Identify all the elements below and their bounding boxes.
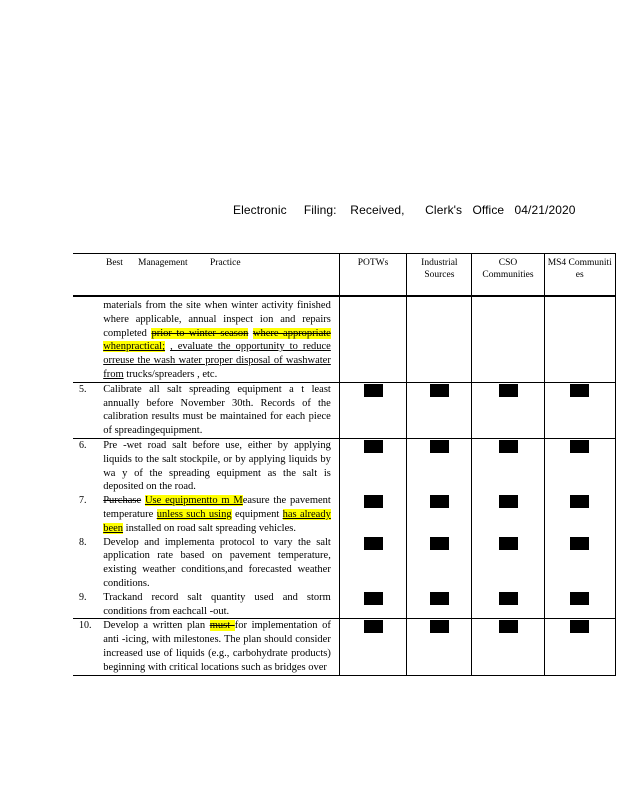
checkmark-box bbox=[430, 620, 449, 633]
checkmark-box bbox=[570, 537, 589, 550]
checkmark-box bbox=[430, 440, 449, 453]
checkmark-box bbox=[364, 495, 383, 508]
checkmark-box bbox=[364, 537, 383, 550]
table-row bbox=[73, 536, 616, 591]
row-text: Trackand record salt quantity used and storm conditions from eachcall -out. bbox=[103, 591, 331, 617]
checkmark-box bbox=[499, 384, 518, 397]
checkmark-box bbox=[364, 592, 383, 605]
checkmark-box bbox=[364, 440, 383, 453]
table-row bbox=[73, 382, 616, 438]
table-row bbox=[73, 591, 616, 619]
table-row bbox=[73, 619, 616, 675]
checkmark-box bbox=[430, 495, 449, 508]
checkmark-box bbox=[570, 495, 589, 508]
row-text: Pre -wet road salt before use, either by applying liquids to the salt stockpile, or by applying liquids by wa y of the spreading equipment as the salt is deposited on the road. bbox=[103, 439, 331, 493]
checkmark-box bbox=[499, 495, 518, 508]
row-number: 9. bbox=[79, 591, 87, 603]
checkmark-box bbox=[364, 620, 383, 633]
header-bmp: Best Management Practice bbox=[106, 258, 241, 268]
checkmark-box bbox=[570, 384, 589, 397]
checkmark-box bbox=[430, 592, 449, 605]
header-cso: CSO Communities bbox=[482, 258, 534, 280]
table-header-row bbox=[73, 254, 616, 297]
checkmark-box bbox=[570, 592, 589, 605]
row-number: 5. bbox=[79, 383, 87, 395]
row-text: Develop a written plan must for implementation of anti -icing, with milestones. The plan should consider increased use of liquids (e.g., carbohydrate products) beginning with critical locations such as bridges over bbox=[103, 620, 331, 673]
checkmark-box bbox=[430, 384, 449, 397]
row-number: 10. bbox=[79, 620, 92, 632]
row-number: 8. bbox=[79, 536, 87, 548]
row-cont-text: materials from the site when winter activity finished where applicable, annual inspect ion and repairs completed prior to winter season where appropriate whenpractical; , evaluate the opportunity to reduce orreuse the wash water proper disposal of washwater from trucks/spreaders , etc. bbox=[103, 300, 331, 380]
row-text: Purchase Use equipmentto m Measure the pavement temperature unless such using equipment has already been installed on road salt spreading vehicles. bbox=[103, 495, 331, 534]
header-industrial: Industrial Sources bbox=[421, 258, 458, 280]
checkmark-box bbox=[570, 620, 589, 633]
header-potws: POTWs bbox=[357, 258, 389, 268]
row-text: Calibrate all salt spreading equipment a t least annually before November 30th. Records of the calibration results must be maintained for each piece of spreadingequipment. bbox=[103, 383, 331, 437]
checkmark-box bbox=[499, 592, 518, 605]
checkmark-box bbox=[499, 440, 518, 453]
row-number: 6. bbox=[79, 439, 87, 451]
header-ms4: MS4 Communiti es bbox=[547, 258, 612, 280]
row-number: 7. bbox=[79, 495, 87, 507]
bmp-table bbox=[73, 253, 616, 676]
checkmark-box bbox=[430, 537, 449, 550]
electronic-filing-stamp: Electronic Filing: Received, Clerk's Office 04/21/2020 bbox=[233, 203, 576, 217]
checkmark-box bbox=[570, 440, 589, 453]
checkmark-box bbox=[499, 537, 518, 550]
table-row bbox=[73, 438, 616, 494]
table-row bbox=[73, 299, 616, 382]
table-row bbox=[73, 494, 616, 535]
row-text: Develop and implementa protocol to vary the salt application rate based on pavement temperature, existing weather conditions,and forecasted weather conditions. bbox=[103, 536, 331, 589]
checkmark-box bbox=[364, 384, 383, 397]
checkmark-box bbox=[499, 620, 518, 633]
